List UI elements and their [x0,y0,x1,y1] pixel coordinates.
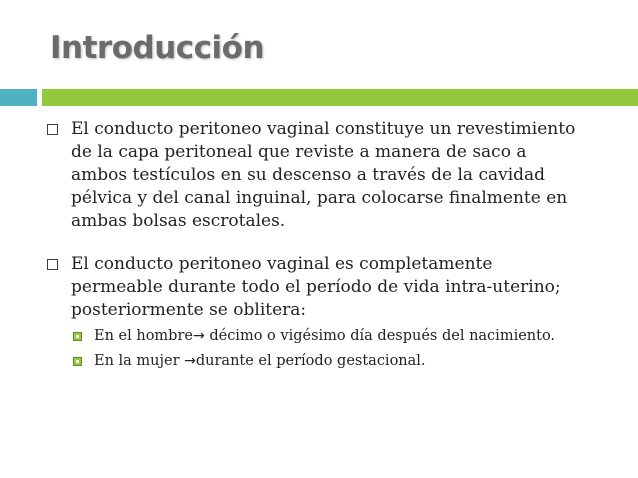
sub-bullet-text-after: décimo o vigésimo día después del nacimiento. [204,328,556,344]
bullet-text: El conducto peritoneo vaginal es completamente permeable durante todo el período de vida intra-uterino; posteriormente se oblitera: [71,254,561,320]
title-accent-bar-teal [0,89,37,106]
sub-bullet-text-before: En el hombre [94,328,193,344]
green-square-bullet-icon [73,357,82,366]
bullet-item [47,118,587,233]
green-square-bullet-icon [73,332,82,341]
square-bullet-icon [47,259,58,270]
right-arrow-icon: → [192,328,205,344]
sub-bullet-item [71,351,587,371]
slide-title: Introducción [50,30,265,66]
sub-bullet-list [71,326,587,371]
bullet-item [47,253,587,371]
sub-bullet-text-after: durante el período gestacional. [195,353,426,369]
slide-body [47,118,587,376]
sub-bullet-item [71,326,587,346]
bullet-text: El conducto peritoneo vaginal constituye un revestimiento de la capa peritoneal que reviste a manera de saco a ambos testículos en su descenso a través de la cavidad pélvica y del canal inguinal, para colocarse finalmente en ambas bolsas escrotales. [71,119,576,231]
title-accent-bar-green [42,89,638,106]
sub-bullet-text-before: En la mujer [94,353,185,369]
right-arrow-icon: → [184,353,196,369]
square-bullet-icon [47,124,58,135]
